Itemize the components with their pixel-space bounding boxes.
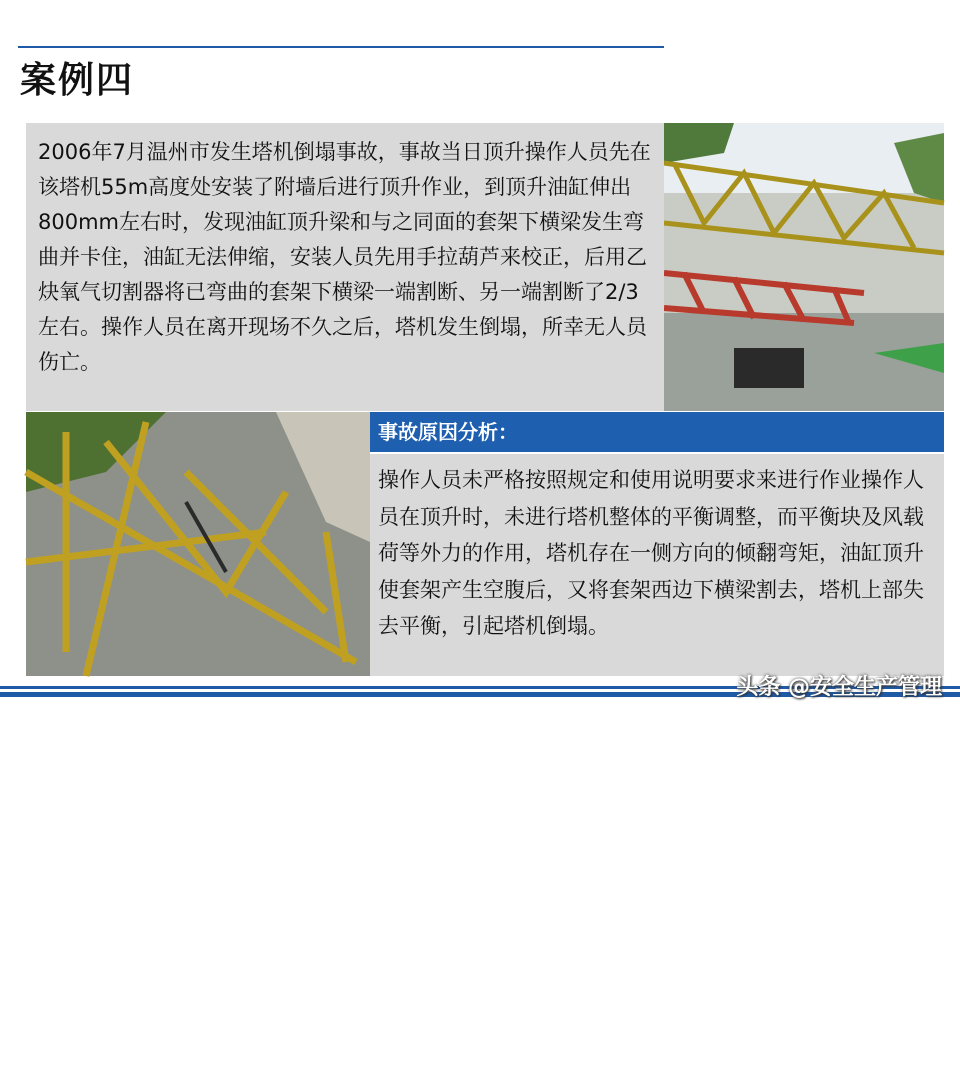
watermark-text: 头条 @安全生产管理 [736,675,942,700]
case-description-text: 2006年7月温州市发生塔机倒塌事故，事故当日顶升操作人员先在该塔机55m高度处安装了附墙后进行顶升作业，到顶升油缸伸出800mm左右时，发现油缸顶升梁和与之同面的套架下横梁发生弯曲并卡住，油缸无法伸缩，安装人员先用手拉葫芦来校正，后用乙炔氧气切割器将已弯曲的套架下横梁一端割断、另一端割断了2/3左右。操作人员在离开现场不久之后，塔机发生倒塌，所幸无人员伤亡。 [38,140,651,374]
case-description-panel [26,123,664,411]
top-rule [18,46,664,48]
cause-analysis-header: 事故原因分析： [370,412,944,454]
cause-analysis-text: 操作人员未严格按照规定和使用说明要求来进行作业操作人员在顶升时，未进行塔机整体的平衡调整，而平衡块及风载荷等外力的作用，塔机存在一侧方向的倾翻弯矩，油缸顶升使套架产生空腹后，又将套架西边下横梁割去，塔机上部失去平衡，引起塔机倒塌。 [378,468,924,638]
cause-analysis-panel [370,412,944,676]
page-title: 案例四 [20,60,135,101]
photo-number-badge: ⑬ [378,1068,394,1084]
collapsed-crane-photo [664,123,944,411]
crane-wreckage-photo [26,412,391,1081]
